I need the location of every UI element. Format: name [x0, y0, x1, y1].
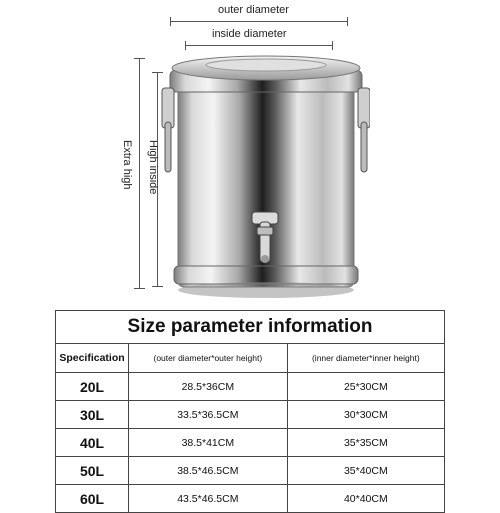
table-row — [56, 457, 445, 485]
inner-cell: 40*40CM — [287, 485, 444, 513]
outer-cell: 28.5*36CM — [129, 373, 288, 401]
stainless-barrel-icon — [160, 52, 370, 302]
spec-cell: 20L — [56, 373, 129, 401]
spec-cell: 30L — [56, 401, 129, 429]
outer-diameter-label: outer diameter — [218, 4, 289, 16]
table-row — [56, 373, 445, 401]
spec-cell: 50L — [56, 457, 129, 485]
inside-diameter-line — [185, 45, 333, 46]
table-row — [56, 485, 445, 513]
outer-header: (outer diameter*outer height) — [129, 344, 288, 373]
outer-cell: 33.5*36.5CM — [129, 401, 288, 429]
inner-header: (inner diameter*inner height) — [287, 344, 444, 373]
inner-cell: 30*30CM — [287, 401, 444, 429]
extra-high-label: Extra high — [121, 140, 133, 190]
specification-header: Specification — [56, 344, 129, 373]
spec-cell: 40L — [56, 429, 129, 457]
high-inside-label: High inside — [147, 140, 159, 195]
table-row — [56, 429, 445, 457]
table-title: Size parameter information — [56, 311, 445, 344]
inner-cell: 35*40CM — [287, 457, 444, 485]
outer-diameter-line — [170, 21, 348, 22]
outer-cell: 43.5*46.5CM — [129, 485, 288, 513]
spec-cell: 60L — [56, 485, 129, 513]
extra-high-line — [139, 58, 140, 288]
inner-cell: 25*30CM — [287, 373, 444, 401]
inside-diameter-label: inside diameter — [212, 28, 287, 40]
size-parameter-table — [55, 310, 445, 513]
table-row — [56, 401, 445, 429]
inner-cell: 35*35CM — [287, 429, 444, 457]
outer-cell: 38.5*46.5CM — [129, 457, 288, 485]
outer-cell: 38.5*41CM — [129, 429, 288, 457]
